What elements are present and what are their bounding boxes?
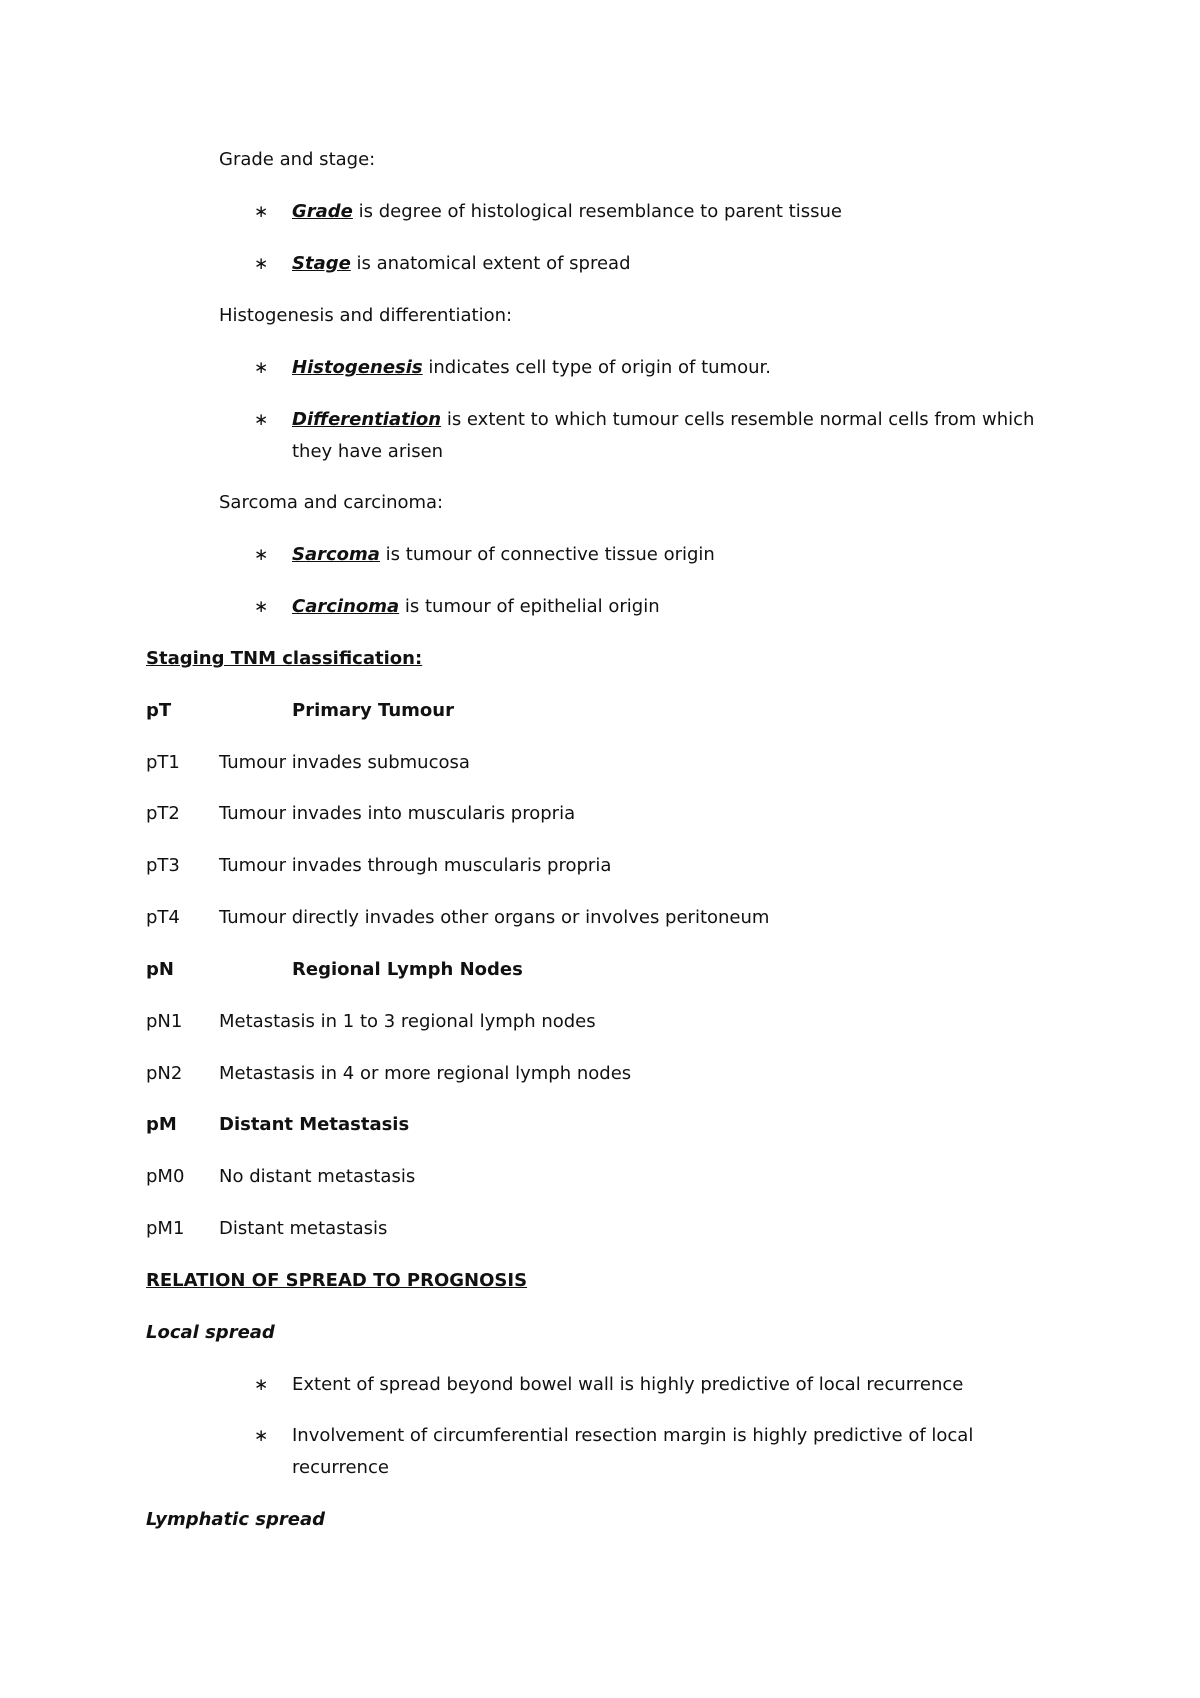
tnm-desc: Distant metastasis <box>219 1218 388 1239</box>
prognosis-heading: RELATION OF SPREAD TO PROGNOSIS <box>146 1270 528 1291</box>
pn-title: Regional Lymph Nodes <box>292 959 523 980</box>
bullet-icon: ∗ <box>254 545 269 565</box>
grade-stage-heading: Grade and stage: <box>219 149 376 170</box>
bullet-icon: ∗ <box>254 597 269 617</box>
tnm-code: pM1 <box>146 1218 185 1239</box>
lymphatic-spread-heading: Lymphatic spread <box>146 1509 326 1530</box>
list-item <box>292 356 771 380</box>
tnm-desc: Tumour invades through muscularis propria <box>219 855 612 876</box>
bullet-icon: ∗ <box>254 202 269 222</box>
histo-diff-heading: Histogenesis and differentiation: <box>219 305 513 326</box>
list-item-continuation: they have arisen <box>292 441 444 462</box>
tnm-desc: No distant metastasis <box>219 1166 416 1187</box>
term-sarcoma: Sarcoma <box>292 544 380 565</box>
list-item: Involvement of circumferential resection margin is highly predictive of local <box>292 1425 974 1446</box>
tnm-heading: Staging TNM classification: <box>146 648 423 669</box>
list-item <box>292 543 715 567</box>
tnm-code: pT4 <box>146 907 180 928</box>
definition-text: is tumour of epithelial origin <box>399 596 660 617</box>
tnm-code: pM0 <box>146 1166 185 1187</box>
tnm-desc: Tumour invades into muscularis propria <box>219 803 576 824</box>
term-stage: Stage <box>292 253 351 274</box>
term-grade: Grade <box>292 201 353 222</box>
definition-text: is anatomical extent of spread <box>350 253 631 274</box>
definition-text: indicates cell type of origin of tumour. <box>422 357 771 378</box>
bullet-icon: ∗ <box>254 1375 269 1395</box>
tnm-code: pN1 <box>146 1011 183 1032</box>
pn-code: pN <box>146 959 174 980</box>
pm-title: Distant Metastasis <box>219 1114 410 1135</box>
definition-text: is tumour of connective tissue origin <box>379 544 715 565</box>
tnm-desc: Metastasis in 1 to 3 regional lymph nodes <box>219 1011 596 1032</box>
local-spread-heading: Local spread <box>146 1322 275 1343</box>
pm-code: pM <box>146 1114 177 1135</box>
definition-text: is degree of histological resemblance to parent tissue <box>352 201 842 222</box>
tnm-code: pN2 <box>146 1063 183 1084</box>
tnm-code: pT1 <box>146 752 180 773</box>
bullet-icon: ∗ <box>254 1426 269 1446</box>
tnm-code: pT3 <box>146 855 180 876</box>
bullet-icon: ∗ <box>254 358 269 378</box>
pt-code: pT <box>146 700 172 721</box>
sarc-carc-heading: Sarcoma and carcinoma: <box>219 492 444 513</box>
list-item <box>292 408 1034 432</box>
term-differentiation: Differentiation <box>292 409 442 430</box>
tnm-code: pT2 <box>146 803 180 824</box>
tnm-desc: Tumour invades submucosa <box>219 752 470 773</box>
pt-title: Primary Tumour <box>292 700 454 721</box>
bullet-icon: ∗ <box>254 254 269 274</box>
list-item <box>292 595 660 619</box>
list-item <box>292 252 631 276</box>
tnm-desc: Metastasis in 4 or more regional lymph nodes <box>219 1063 632 1084</box>
definition-text: is extent to which tumour cells resemble normal cells from which <box>441 409 1035 430</box>
term-histogenesis: Histogenesis <box>292 357 423 378</box>
tnm-desc: Tumour directly invades other organs or involves peritoneum <box>219 907 770 928</box>
bullet-icon: ∗ <box>254 410 269 430</box>
list-item-continuation: recurrence <box>292 1457 389 1478</box>
term-carcinoma: Carcinoma <box>292 596 400 617</box>
list-item: Extent of spread beyond bowel wall is highly predictive of local recurrence <box>292 1374 964 1395</box>
list-item <box>292 200 842 224</box>
